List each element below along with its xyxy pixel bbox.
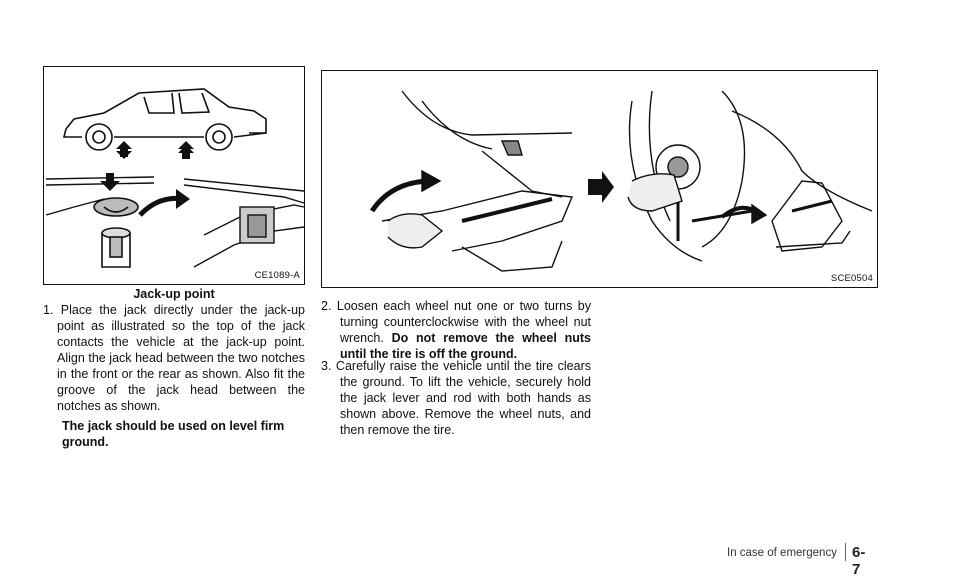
step-text: Loosen each wheel nut one or two turns by turning counterclockwise with the wheel nut wrench.	[336, 299, 591, 345]
step-3	[321, 358, 591, 438]
wheel-nut-wrench-icon	[628, 91, 872, 261]
figure-code: SCE0504	[830, 273, 873, 284]
jack-lever-turning-icon	[372, 91, 572, 271]
section-name: In case of emergency	[727, 547, 837, 559]
figure-caption: Jack-up point	[133, 287, 215, 301]
jack-point-arrow-icon	[116, 141, 194, 159]
next-step-arrow-icon	[588, 171, 614, 203]
step-1-note: The jack should be used on level firm ground.	[62, 419, 285, 449]
step-2	[321, 298, 591, 362]
jack-head-closeup-icon	[94, 198, 138, 267]
sedan-illustration-icon	[44, 67, 306, 286]
page-number: 6-7	[852, 544, 866, 578]
page-footer	[727, 544, 866, 578]
step-number: 3.	[321, 359, 332, 373]
figure-code: CE1089-A	[254, 270, 300, 281]
loosen-wheel-nuts-figure	[321, 70, 878, 288]
step-number: 1.	[43, 303, 54, 317]
footer-divider	[845, 543, 846, 561]
step-number: 2.	[321, 299, 332, 313]
notches-closeup-icon	[184, 179, 304, 267]
step-warning: Do not remove the wheel nuts until the tire is off the ground.	[340, 331, 591, 361]
step-text: Carefully raise the vehicle until the tire clears the ground. To lift the vehicle, securely hold the jack lever and rod with both hands as shown above. Remove the wheel nuts, and then remove the tire.	[335, 359, 591, 437]
step-text: Place the jack directly under the jack-up point as illustrated so the top of the jack contacts the vehicle at the jack-up point. Align the jack head between the two notches in the front or the rear as shown. Also fit the groove of the jack head between the notches as shown.	[57, 303, 305, 413]
jack-up-point-figure	[43, 66, 305, 285]
step-1	[43, 302, 305, 414]
